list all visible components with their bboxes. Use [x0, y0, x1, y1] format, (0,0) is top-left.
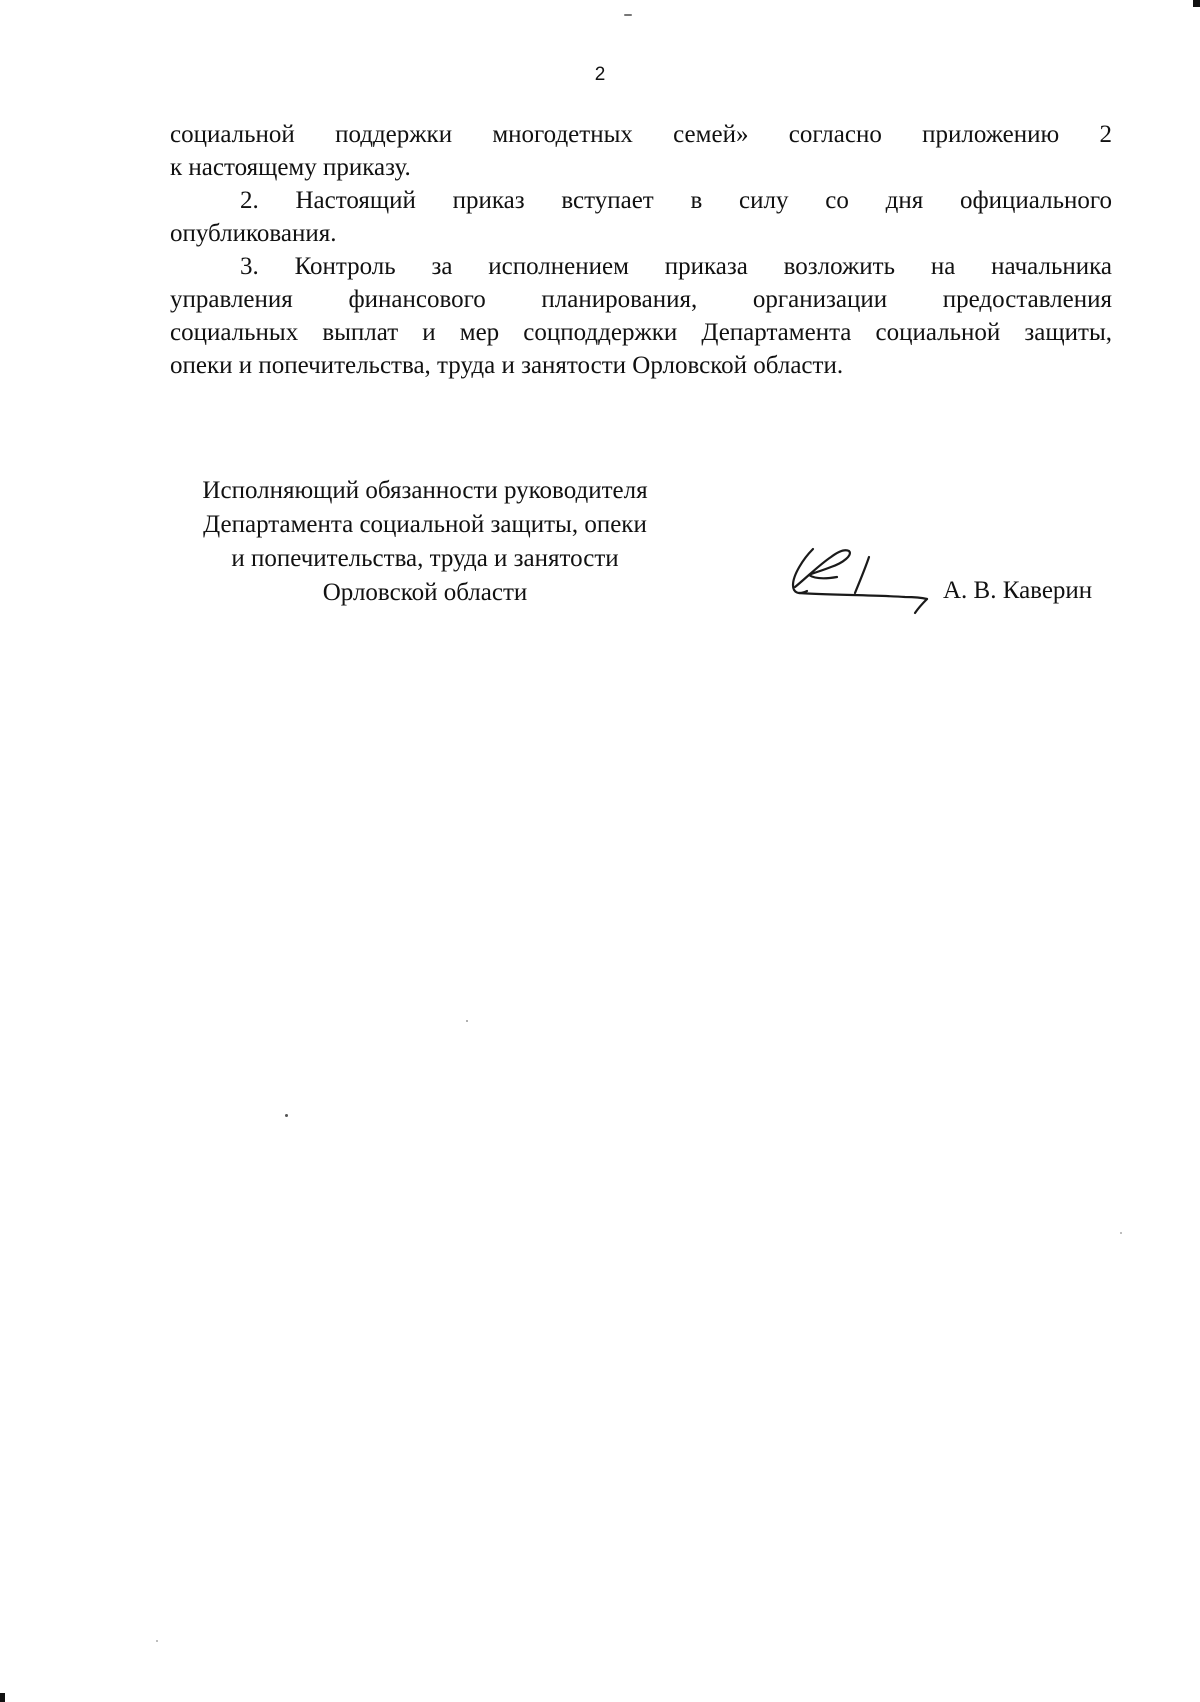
position-line-2: Департамента социальной защиты, опеки	[203, 511, 647, 538]
position-line-4: Орловской области	[322, 579, 528, 606]
paragraph-2-line-1: 2. Настоящий приказ вступает в силу со дня официального	[240, 187, 1112, 214]
page-number: 2	[594, 64, 606, 85]
paragraph-3-line-3: социальных выплат и мер соцподдержки Департамента социальной защиты,	[170, 319, 1112, 346]
signer-name: А. В. Каверин	[943, 577, 1093, 604]
position-line-1: Исполняющий обязанности руководителя	[202, 477, 648, 504]
scan-speck	[156, 1640, 158, 1642]
document-body	[170, 118, 1112, 382]
paragraph-3-line-2: управления финансового планирования, организации предоставления	[170, 286, 1112, 313]
signatory-position	[170, 474, 680, 610]
position-line-3: и попечительства, труда и занятости	[231, 545, 619, 572]
paragraph-2	[170, 184, 1112, 217]
paragraph-3-line-1: 3. Контроль за исполнением приказа возложить на начальника	[240, 253, 1112, 280]
scan-speck	[466, 1020, 468, 1022]
paragraph-1-line-2: к настоящему приказу.	[170, 154, 411, 181]
handwritten-signature	[785, 535, 935, 625]
paragraph-2-line-2: опубликования.	[170, 220, 337, 247]
scan-speck	[285, 1114, 288, 1117]
paragraph-3	[170, 250, 1112, 283]
paragraph-3-line-4: опеки и попечительства, труда и занятости Орловской области.	[170, 352, 844, 379]
scan-speck	[624, 14, 632, 16]
paragraph-1	[170, 118, 1112, 184]
scan-edge-mark	[0, 1693, 5, 1702]
scan-speck	[1120, 1232, 1122, 1234]
scan-edge-mark	[1193, 0, 1200, 7]
paragraph-2-cont	[170, 217, 1112, 250]
paragraph-1-line-1: социальной поддержки многодетных семей» согласно приложению 2	[170, 121, 1112, 148]
paragraph-3-cont	[170, 283, 1112, 382]
